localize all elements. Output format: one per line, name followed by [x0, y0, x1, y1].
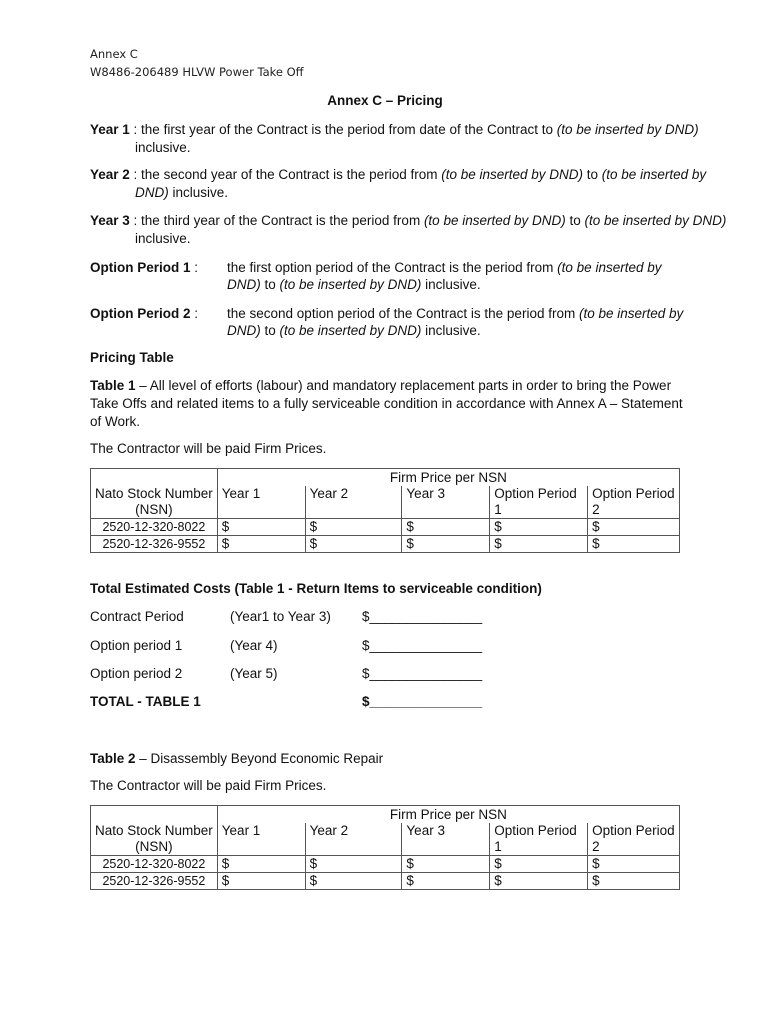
table-2-firm-prices-note: The Contractor will be paid Firm Prices.: [90, 778, 327, 793]
table-1-description: Table 1 – All level of efforts (labour) and mandatory replacement parts in order to bring the Power Take Offs and related items to a fully serviceable condition in accordance with Annex A – Statement of Work.: [90, 378, 683, 429]
year-1-definition: Year 1 : the first year of the Contract is the period from date of the Contract to (to be inserted by DND) inclusive.: [90, 122, 699, 155]
price-cell: $: [490, 856, 588, 873]
year-label: Year 2: [90, 167, 130, 182]
amount-blank: $_______________: [362, 638, 483, 653]
column-header: Option Period 2: [588, 823, 680, 856]
price-table-1: [90, 468, 680, 553]
table-header-row: [91, 823, 680, 856]
option-period-2-definition: Option Period 2 : the second option period of the Contract is the period from (to be inserted by DND) to (to be inserted by DND) inclusive.: [90, 306, 684, 338]
table-header-row: [91, 806, 680, 824]
price-table-2: [90, 805, 680, 890]
firm-price-header: Firm Price per NSN: [217, 806, 679, 824]
option-label: Option Period 1: [90, 260, 191, 275]
price-cell: $: [402, 519, 490, 536]
price-cell: $: [588, 856, 680, 873]
nsn-cell: 2520-12-326-9552: [91, 536, 218, 553]
table-header-row: [91, 486, 680, 519]
table-row: [91, 856, 680, 873]
table-header-row: [91, 469, 680, 487]
price-cell: $: [305, 536, 402, 553]
nsn-cell: 2520-12-326-9552: [91, 873, 218, 890]
column-header: Year 2: [305, 486, 402, 519]
firm-price-header: Firm Price per NSN: [217, 469, 679, 487]
price-cell: $: [305, 873, 402, 890]
table-row: [91, 536, 680, 553]
year-label: Year 1: [90, 122, 130, 137]
total-costs-heading: Total Estimated Costs (Table 1 - Return Items to serviceable condition): [90, 581, 542, 596]
cost-row-total: TOTAL - TABLE 1 $_______________: [90, 694, 483, 709]
price-cell: $: [305, 519, 402, 536]
table-row: [91, 873, 680, 890]
price-cell: $: [588, 536, 680, 553]
column-header: Year 3: [402, 486, 490, 519]
page-title: Annex C – Pricing: [327, 93, 443, 108]
price-cell: $: [588, 519, 680, 536]
column-header: Year 1: [217, 823, 305, 856]
price-cell: $: [217, 856, 305, 873]
price-cell: $: [217, 873, 305, 890]
pricing-table-heading: Pricing Table: [90, 350, 174, 365]
cost-row-option-2: Option period 2 (Year 5) $_______________: [90, 666, 483, 681]
header-annex: Annex C: [90, 47, 138, 61]
column-header: Year 2: [305, 823, 402, 856]
option-period-1-definition: Option Period 1 : the first option period of the Contract is the period from (to be inserted by DND) to (to be inserted by DND) inclusive.: [90, 260, 662, 292]
option-label: Option Period 2: [90, 306, 191, 321]
price-cell: $: [490, 519, 588, 536]
amount-blank: $_______________: [362, 694, 483, 709]
price-cell: $: [217, 519, 305, 536]
table-2-description: Table 2 – Disassembly Beyond Economic Repair: [90, 751, 384, 766]
column-header: Year 3: [402, 823, 490, 856]
cost-row-option-1: Option period 1 (Year 4) $_______________: [90, 638, 483, 653]
amount-blank: $_______________: [362, 609, 483, 624]
column-header: Option Period 2: [588, 486, 680, 519]
nsn-header: Nato Stock Number (NSN): [91, 823, 218, 856]
price-cell: $: [490, 873, 588, 890]
column-header: Option Period 1: [490, 486, 588, 519]
price-cell: $: [588, 873, 680, 890]
cost-row-contract-period: Contract Period (Year1 to Year 3) $_______________: [90, 609, 483, 624]
year-label: Year 3: [90, 213, 130, 228]
amount-blank: $_______________: [362, 666, 483, 681]
year-3-definition: Year 3 : the third year of the Contract is the period from (to be inserted by DND) to (to be inserted by DND) inclusive.: [90, 213, 727, 246]
price-cell: $: [402, 873, 490, 890]
nsn-header: Nato Stock Number (NSN): [91, 486, 218, 519]
table-row: [91, 519, 680, 536]
column-header: Option Period 1: [490, 823, 588, 856]
column-header: Year 1: [217, 486, 305, 519]
nsn-cell: 2520-12-320-8022: [91, 519, 218, 536]
price-cell: $: [217, 536, 305, 553]
year-2-definition: Year 2 : the second year of the Contract is the period from (to be inserted by DND) to (to be inserted by DND) inclusive.: [90, 167, 707, 200]
nsn-cell: 2520-12-320-8022: [91, 856, 218, 873]
header-contract-number: W8486-206489 HLVW Power Take Off: [90, 65, 304, 79]
price-cell: $: [305, 856, 402, 873]
table-1-firm-prices-note: The Contractor will be paid Firm Prices.: [90, 441, 327, 456]
price-cell: $: [402, 856, 490, 873]
price-cell: $: [490, 536, 588, 553]
price-cell: $: [402, 536, 490, 553]
